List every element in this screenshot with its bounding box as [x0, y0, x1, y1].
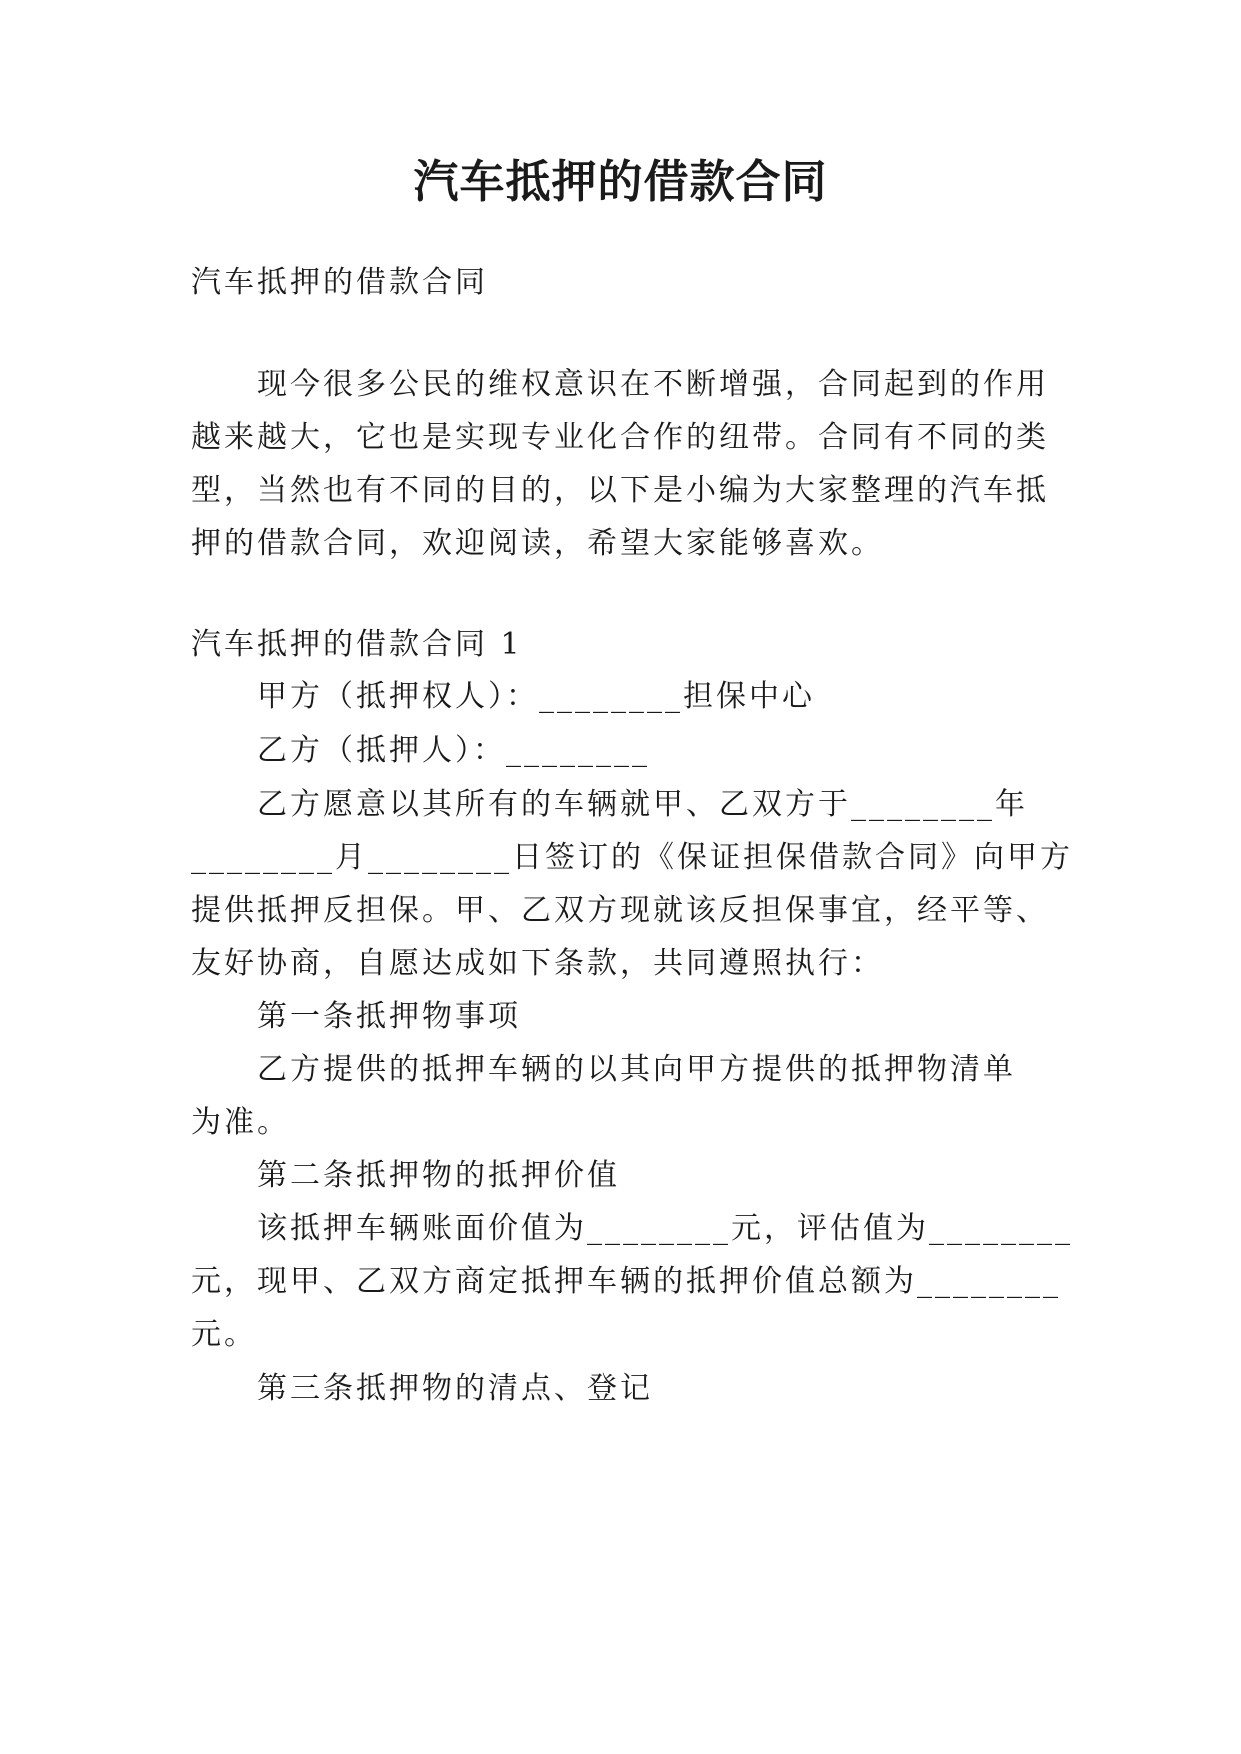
intro-line: 型，当然也有不同的目的，以下是小编为大家整理的汽车抵: [191, 473, 1049, 508]
intro-line: 押的借款合同，欢迎阅读，希望大家能够喜欢。: [191, 526, 884, 561]
preamble-line: 友好协商，自愿达成如下条款，共同遵照执行：: [191, 946, 884, 981]
preamble-line: ________月________日签订的《保证担保借款合同》向甲方: [191, 840, 1073, 875]
article-2-line: 元。: [191, 1317, 257, 1352]
preamble-line: 乙方愿意以其所有的车辆就甲、乙双方于________年: [257, 787, 1028, 822]
intro-line: 越来越大，它也是实现专业化合作的纽带。合同有不同的类: [191, 420, 1049, 455]
article-1-line: 乙方提供的抵押车辆的以其向甲方提供的抵押物清单: [257, 1052, 1016, 1087]
party-b-line: 乙方（抵押人）：________: [257, 733, 650, 768]
article-2-title: 第二条抵押物的抵押价值: [257, 1158, 620, 1193]
document-title: 汽车抵押的借款合同: [413, 155, 828, 208]
document-subtitle: 汽车抵押的借款合同: [191, 265, 488, 300]
article-2-line: 元，现甲、乙双方商定抵押车辆的抵押价值总额为________: [191, 1264, 1061, 1299]
article-1-line: 为准。: [191, 1105, 290, 1140]
article-1-title: 第一条抵押物事项: [257, 999, 521, 1034]
article-3-title: 第三条抵押物的清点、登记: [257, 1371, 653, 1406]
section-heading: 汽车抵押的借款合同 1: [191, 627, 523, 662]
party-a-line: 甲方（抵押权人）：________担保中心: [257, 679, 815, 714]
preamble-line: 提供抵押反担保。甲、乙双方现就该反担保事宜，经平等、: [191, 893, 1049, 928]
intro-line: 现今很多公民的维权意识在不断增强，合同起到的作用: [257, 367, 1049, 402]
article-2-line: 该抵押车辆账面价值为________元，评估值为________: [257, 1211, 1073, 1246]
